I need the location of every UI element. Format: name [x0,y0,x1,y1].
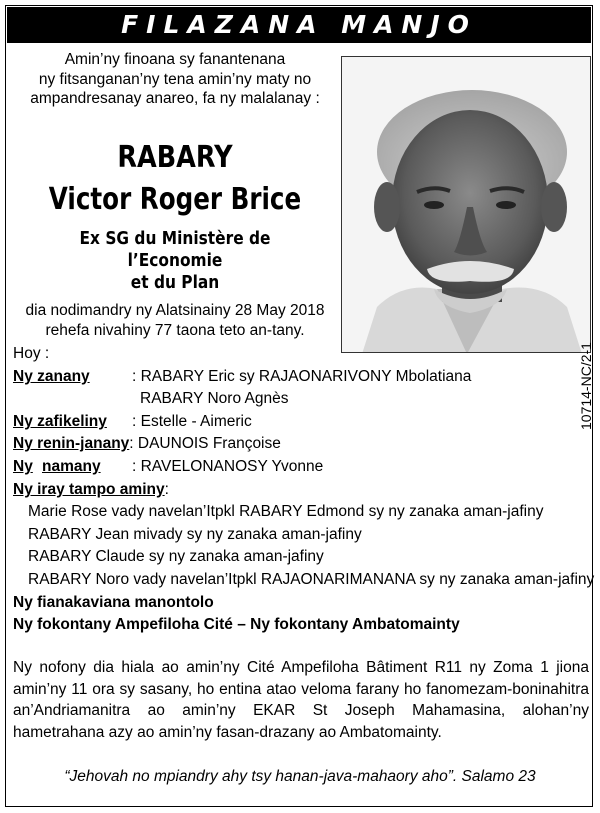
relation-siblings [13,480,169,500]
relation-label: Ny zanany [13,368,90,385]
relation-grandchildren [13,412,107,432]
relation-label: namany [42,458,101,475]
sibling-line: RABARY Claude sy ny zanaka aman-jafiny [28,548,324,565]
relation-children [13,367,90,387]
sibling-line: Marie Rose vady navelan’Itpkl RABARY Edmond sy ny zanaka aman-jafiny [28,503,544,520]
community-line: Ny fokontany Ampefiloha Cité – Ny fokontany Ambatomainty [13,616,460,633]
family-line: Ny fianakaviana manontolo [13,594,214,611]
intro-line: Amin’ny finoana sy fanantenana [64,51,286,68]
relation-label: Ny [13,458,33,475]
relation-label: Ny renin-janany [13,435,130,452]
relation-label: Ny iray tampo aminy [13,481,165,498]
page-title: FILAZANA MANJO [7,7,591,43]
intro-line: ny fitsanganan’ny tena amin’ny maty no [38,70,312,88]
relation-children-value-2: RABARY Noro Agnès [140,390,289,407]
hoy-label: Hoy : [13,345,50,362]
death-announcement [15,301,335,341]
death-line: rehefa nivahiny 77 taona teto an-tany. [45,322,305,339]
relation-friend [13,457,33,477]
relation-value: : DAUNOIS Françoise [129,435,281,452]
funeral-notice: Ny nofony dia hiala ao amin’ny Cité Ampefiloha Bâtiment R11 ny Zoma 1 jiona amin’ny 11 ora sy sasany, ho entina atao veloma farany ho fanomezam-boninahitra an’Andriamanitra ao amin’ny EKAR St Joseph Mahamasina, alohan’ny hametrahana azy ao amin’ny fasan-drazany ao Ambatomainty. [13,659,589,741]
sibling-line: RABARY Jean mivady sy ny zanaka aman-jafiny [28,526,362,543]
bible-quote: “Jehovah no mpiandry ahy tsy hanan-java-mahaory aho”. Salamo 23 [64,768,536,785]
relation-colon: : [164,481,169,498]
relation-friend-value: : RAVELONANOSY Yvonne [132,458,324,475]
death-line: dia nodimandry ny Alatsinainy 28 May 2018 [25,302,325,319]
deceased-surname: RABARY [117,140,233,175]
relation-children-value: : RABARY Eric sy RAJAONARIVONY Mbolatiana [132,368,472,385]
portrait-photo [341,56,591,353]
role-line: Ex SG du Ministère de l’Economie [79,229,271,271]
deceased-given-names: Victor Roger Brice [48,182,302,217]
relation-friend-2 [42,457,101,477]
reference-code: 10714-NC/2-1 [578,342,594,430]
relation-grandchildren-value: : Estelle - Aimeric [132,413,252,430]
relation-label: Ny zafikeliny [13,413,107,430]
intro-line: ampandresanay anareo, fa ny malalanay : [30,90,320,107]
intro-text [20,50,330,109]
deceased-role [30,228,320,294]
portrait-illustration [342,57,591,353]
sibling-line: RABARY Noro vady navelan’Itpkl RAJAONARIMANANA sy ny zanaka aman-jafiny [28,571,595,588]
relation-children-mother [13,434,281,454]
role-line: et du Plan [130,273,220,293]
